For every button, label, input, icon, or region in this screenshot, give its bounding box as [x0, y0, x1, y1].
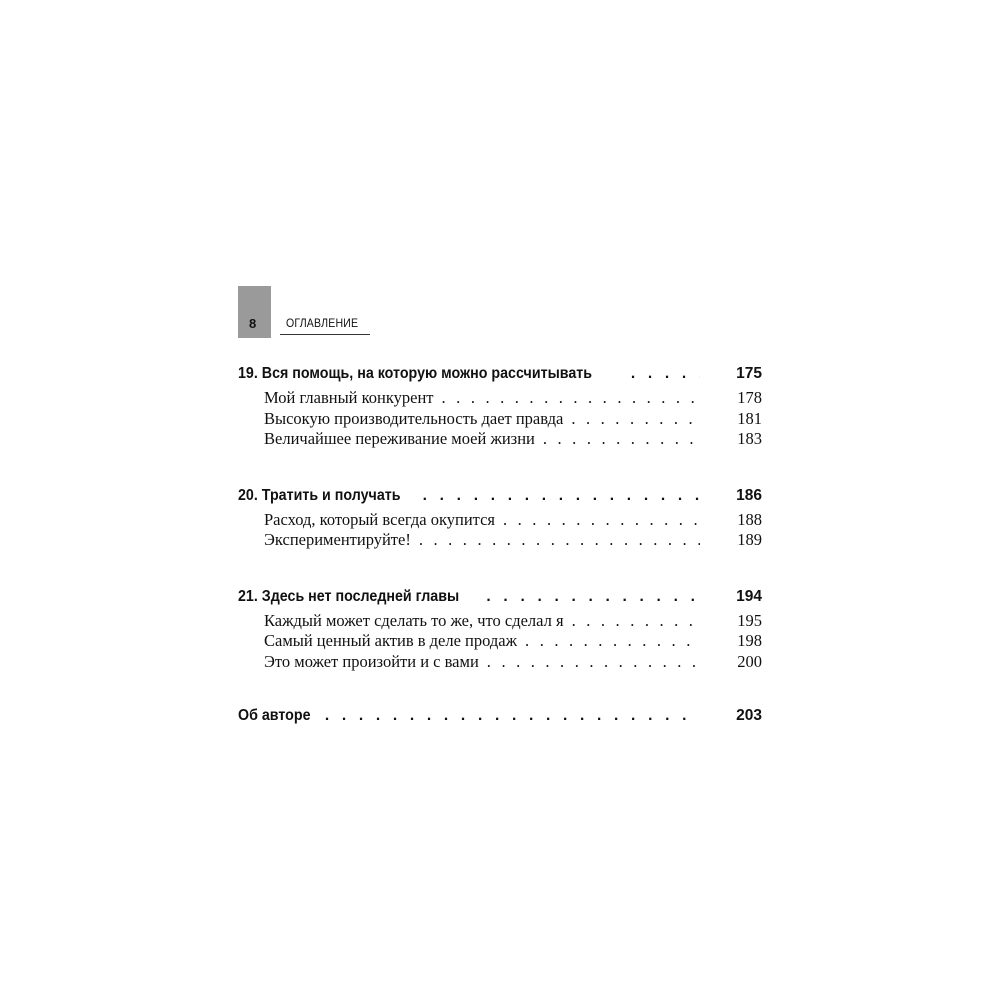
toc-section-title: Самый ценный актив в деле продаж — [264, 631, 518, 650]
dot-leader — [631, 362, 700, 386]
dot-leader — [486, 585, 700, 609]
toc-chapter-title: 20. Тратить и получать — [238, 486, 401, 504]
toc-section-row[interactable] — [238, 388, 762, 409]
toc-chapter-row[interactable] — [238, 484, 762, 508]
dot-leader — [571, 409, 700, 430]
toc-chapter-row[interactable] — [238, 585, 762, 609]
toc-chapter-title: 19. Вся помощь, на которую можно рассчитывать — [238, 365, 593, 382]
toc-page-number: 181 — [737, 408, 762, 428]
toc-chapter-20 — [238, 484, 762, 551]
dot-leader — [442, 388, 700, 409]
dot-leader — [503, 510, 700, 531]
dot-leader — [525, 631, 700, 652]
dot-leader — [572, 611, 700, 632]
toc-chapter-21 — [238, 585, 762, 673]
toc-page-number: 198 — [737, 631, 762, 650]
toc-page-number: 200 — [737, 651, 762, 671]
dot-leader — [543, 429, 700, 450]
page-number: 8 — [249, 316, 257, 331]
table-of-contents — [238, 362, 762, 746]
toc-section-row[interactable] — [238, 611, 762, 632]
toc-page-number: 189 — [737, 530, 762, 549]
toc-section-row[interactable] — [238, 530, 762, 551]
toc-about-author — [238, 704, 762, 728]
toc-section-title: Это может произойти и с вами — [264, 651, 479, 671]
toc-section-title: Экспериментируйте! — [264, 530, 411, 549]
toc-chapter-row[interactable] — [238, 362, 762, 386]
toc-section-title: Мой главный конкурент — [264, 388, 434, 407]
dot-leader — [419, 530, 700, 551]
toc-page-number: 186 — [736, 486, 762, 504]
toc-section-row[interactable] — [238, 409, 762, 430]
toc-chapter-row[interactable] — [238, 704, 762, 728]
toc-page-number: 178 — [737, 388, 762, 407]
toc-page-number: 188 — [737, 509, 762, 529]
toc-section-row[interactable] — [238, 652, 762, 673]
toc-section-title: Каждый может сделать то же, что сделал я — [264, 610, 564, 630]
running-head-rule — [280, 334, 370, 335]
toc-chapter-title: Об авторе — [238, 707, 311, 724]
toc-page-number: 175 — [736, 365, 762, 382]
toc-section-title: Величайшее переживание моей жизни — [264, 429, 535, 448]
dot-leader — [325, 704, 700, 728]
toc-page-number: 195 — [737, 610, 762, 630]
toc-page-number: 194 — [736, 587, 762, 605]
toc-section-title: Расход, который всегда окупится — [264, 509, 495, 529]
toc-section-title: Высокую производительность дает правда — [264, 408, 564, 428]
toc-section-row[interactable] — [238, 510, 762, 531]
toc-page-number: 183 — [737, 429, 762, 448]
toc-chapter-19 — [238, 362, 762, 450]
toc-section-row[interactable] — [238, 429, 762, 450]
toc-page-number: 203 — [736, 707, 762, 724]
toc-chapter-title: 21. Здесь нет последней главы — [238, 587, 460, 605]
dot-leader — [487, 652, 700, 673]
running-head: ОГЛАВЛЕНИЕ — [286, 316, 359, 330]
dot-leader — [423, 484, 700, 508]
toc-section-row[interactable] — [238, 631, 762, 652]
